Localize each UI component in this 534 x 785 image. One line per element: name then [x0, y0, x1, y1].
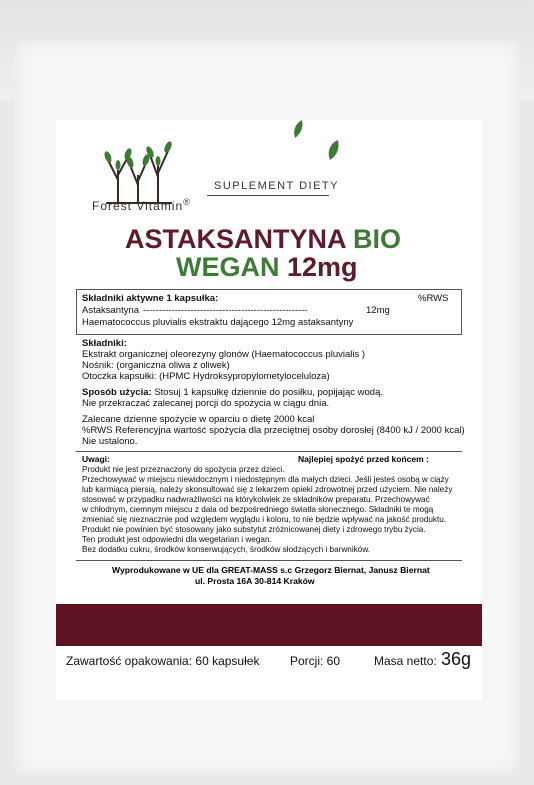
notes-line: lub karmiącą piersią, należy skonsultować się z lekarzem opieki zdrowotnej przed użyciem. Nie należy — [82, 485, 453, 494]
recommend-line: Zalecane dzienne spożycie w oparciu o dietę 2000 kcal — [82, 414, 315, 425]
producer-line2: ul. Prosta 16A 30-814 Kraków — [195, 576, 315, 586]
tree-logo-icon — [98, 135, 178, 205]
title-dose: 12mg — [287, 252, 358, 282]
usage-line1: Sposób użycia: Stosuj 1 kapsułkę dziennie do posiłku, popijając wodą. — [82, 387, 384, 398]
ingredient-line: Otoczka kapsułki: (HPMC Hydroksypropylometyloceluloza) — [82, 371, 330, 382]
producer-line1: Wyprodukowane w UE dla GREAT-MASS s.c Grzegorz Biernat, Janusz Biernat — [112, 565, 430, 575]
ingredient-line: Nośnik: (organiczna oliwa z oliwek) — [82, 360, 230, 371]
notes-line: zmieniać się nieznacznie pod względem wyglądu i koloru, to nie będzie wpływać na jakość produktu. — [82, 515, 447, 524]
active-item-dots: ---------------------------------------------------- — [143, 305, 308, 316]
notes-heading: Uwagi: — [82, 454, 110, 464]
ingredient-line: Ekstrakt organicznej oleorezyny glonów (Haematococcus pluvialis ) — [82, 349, 366, 360]
title-vegan: WEGAN — [176, 252, 280, 282]
active-item-name: Astaksantyna — [82, 305, 140, 316]
active-item-source: Haematococcus pluvialis ekstraktu dającego 12mg astaksantyny — [82, 317, 354, 328]
notes-line: w chłodnym, ciemnym miejscu z dala od bezpośredniego światła słonecznego. Składniki te mogą — [82, 505, 434, 514]
net-mass-value: 36g — [441, 649, 472, 669]
notes-line: Ten produkt jest odpowiedni dla wegetarian i wegan. — [82, 535, 272, 544]
active-heading: Składniki aktywne 1 kapsułka: — [82, 293, 219, 304]
header-divider — [207, 195, 329, 196]
rws-label: %RWS — [418, 293, 449, 304]
brand-name: Forest Vitamin® — [92, 197, 191, 213]
leaves-icon — [290, 120, 350, 180]
notes-text — [82, 465, 458, 555]
notes-line: Produkt nie powinien być stosowany jako substytut zróżnicowanej diety i zdrowego trybu życia. — [82, 525, 426, 534]
recommend-line: Nie ustalono. — [82, 436, 138, 447]
notes-line: stosować w przypadku nadwrażliwości na którykolwiek ze składników preparatu. Przechowywać — [82, 495, 430, 504]
color-band — [56, 604, 482, 646]
supplement-label: SUPLEMENT DIETY — [214, 180, 339, 192]
usage-label: Sposób użycia: — [82, 387, 152, 398]
usage-line2: Nie przekraczać zalecanej porcji do spożycia w ciągu dnia. — [82, 398, 330, 409]
section-divider — [76, 560, 462, 561]
notes-line: Produkt nie jest przeznaczony do spożycia przez dzieci. — [82, 465, 285, 474]
recommend-line: %RWS Referencyjna wartość spożycia dla przeciętnej osoby dorosłej (8400 kJ / 2000 kcal) — [82, 425, 465, 436]
title-name: ASTAKSANTYNA — [125, 224, 346, 254]
section-divider — [76, 451, 462, 452]
product-title-line2 — [176, 252, 358, 283]
product-title-line1 — [125, 224, 401, 255]
active-item-amount: 12mg — [366, 305, 390, 316]
notes-line: Przechowywać w miejscu niewidocznym i niedostępnym dla małych dzieci. Jeśli jesteś osobą w ciąży — [82, 475, 449, 484]
contents-label: Zawartość opakowania: 60 kapsułek — [66, 654, 260, 668]
notes-line: Bez dodatku cukru, środków konserwujących, środków słodzących i barwników. — [82, 545, 371, 554]
net-mass-label: Masa netto: — [374, 654, 437, 668]
portions-label: Porcji: 60 — [290, 654, 341, 668]
title-bio: BIO — [353, 224, 402, 254]
ingredients-heading: Składniki: — [82, 338, 127, 349]
best-before-label: Najlepiej spożyć przed końcem : — [298, 454, 429, 464]
